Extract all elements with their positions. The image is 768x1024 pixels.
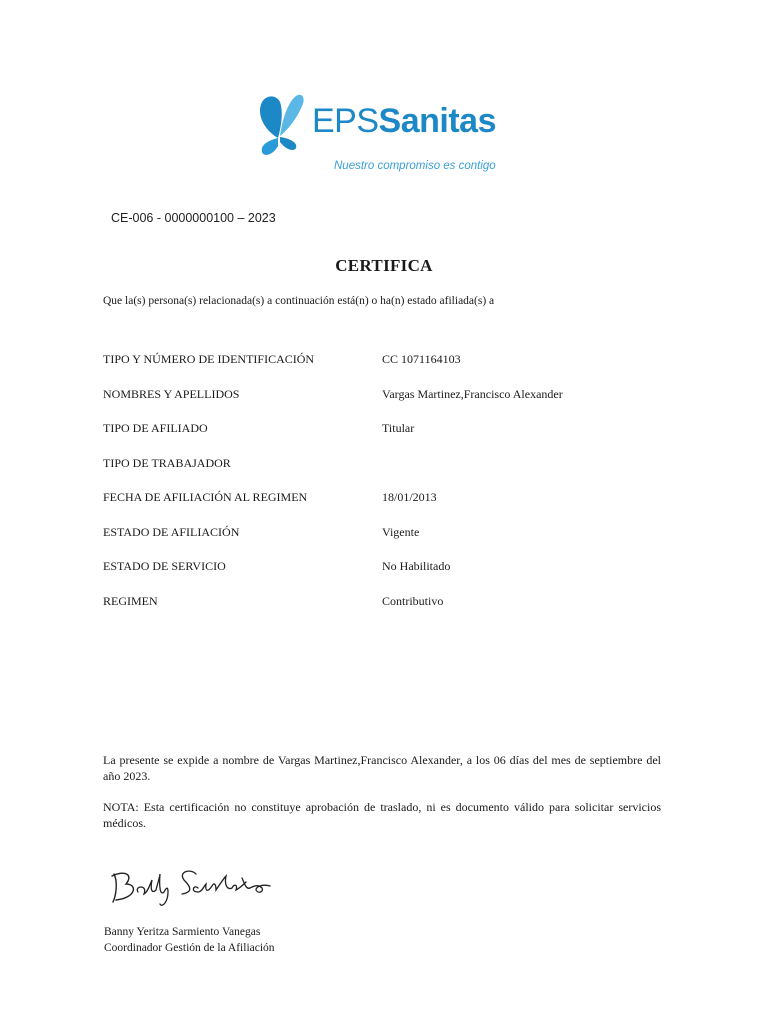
- butterfly-icon: [256, 90, 312, 160]
- field-row: [103, 352, 683, 387]
- handwritten-signature: [104, 862, 284, 912]
- issuance-statement: La presente se expide a nombre de Vargas Martinez,Francisco Alexander, a los 06 días del mes de septiembre del año 2023.: [103, 753, 661, 783]
- field-row: [103, 525, 683, 560]
- note-text: NOTA: Esta certificación no constituye aprobación de traslado, ni es documento válido para solicitar servicios médicos.: [103, 800, 661, 830]
- field-label: TIPO DE TRABAJADOR: [103, 455, 231, 470]
- field-row: [103, 559, 683, 594]
- field-row: [103, 421, 683, 456]
- field-value: Vigente: [382, 524, 420, 539]
- field-label: TIPO DE AFILIADO: [103, 421, 208, 435]
- field-label: NOMBRES Y APELLIDOS: [103, 386, 240, 401]
- field-value: Contributivo: [382, 593, 444, 608]
- signer-name: Banny Yeritza Sarmiento Vanegas: [104, 926, 261, 938]
- eps-sanitas-logo: [256, 90, 516, 180]
- field-row: [103, 387, 683, 422]
- field-value: CC 1071164103: [382, 352, 461, 366]
- signer-block: [104, 924, 275, 956]
- field-label: TIPO Y NÚMERO DE IDENTIFICACIÓN: [103, 352, 315, 366]
- signer-position: Coordinador Gestión de la Afiliación: [104, 942, 275, 954]
- field-label: FECHA DE AFILIACIÓN AL REGIMEN: [103, 490, 308, 504]
- brand-name-eps: EPS: [312, 102, 379, 140]
- field-row: [103, 594, 683, 629]
- field-value: Titular: [382, 421, 415, 435]
- field-label: REGIMEN: [103, 593, 158, 608]
- field-row: [103, 490, 683, 525]
- field-value: 18/01/2013: [382, 490, 437, 504]
- brand-name: [312, 104, 496, 138]
- brand-name-sanitas: Sanitas: [378, 102, 496, 140]
- affiliation-fields: [103, 352, 683, 628]
- field-label: ESTADO DE SERVICIO: [103, 559, 226, 573]
- certificate-code: CE-006 - 0000000100 – 2023: [111, 211, 276, 225]
- field-value: No Habilitado: [382, 559, 451, 573]
- field-label: ESTADO DE AFILIACIÓN: [103, 524, 240, 539]
- brand-tagline: Nuestro compromiso es contigo: [334, 160, 496, 172]
- document-title: CERTIFICA: [335, 256, 433, 275]
- field-row: [103, 456, 683, 491]
- intro-text: Que la(s) persona(s) relacionada(s) a continuación está(n) o ha(n) estado afiliada(s) a: [103, 295, 495, 307]
- field-value: Vargas Martinez,Francisco Alexander: [382, 386, 563, 401]
